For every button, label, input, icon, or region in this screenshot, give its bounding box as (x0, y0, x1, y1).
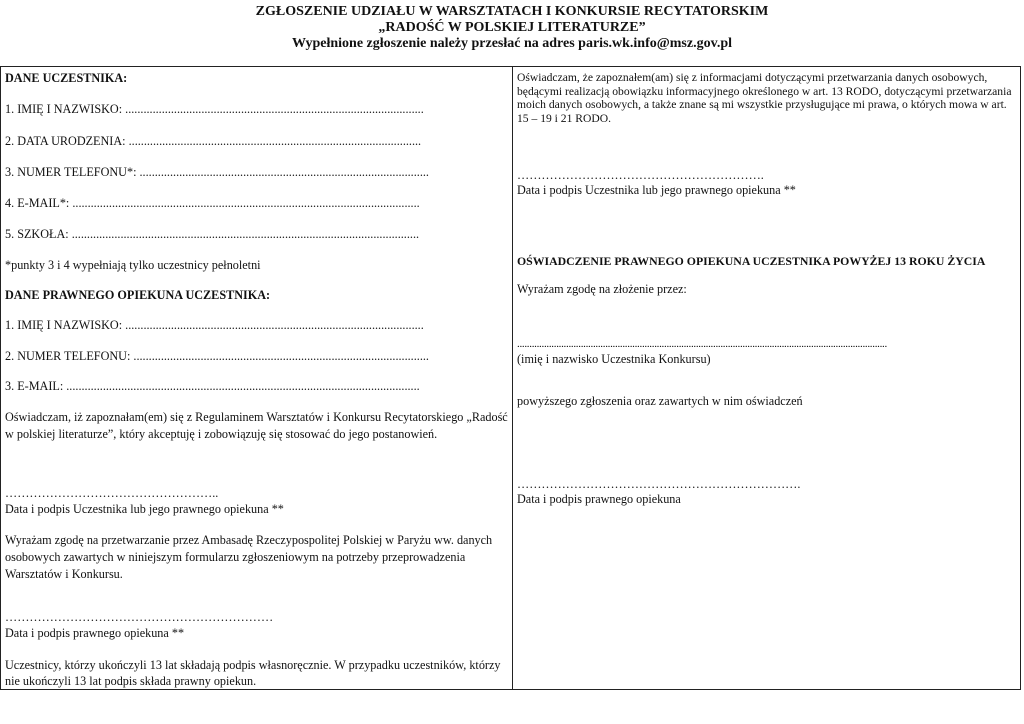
guardian-signature-label-right: Data i podpis prawnego opiekuna (517, 492, 681, 506)
consent-intro: Wyrażam zgodę na złożenie przez: (517, 282, 687, 296)
participant-birthdate-field[interactable]: 2. DATA URODZENIA: ................................................................................................ (5, 134, 422, 148)
guardian-name-field[interactable]: 1. IMIĘ I NAZWISKO: .................................................................................................. (5, 318, 424, 332)
column-divider (512, 66, 513, 690)
rodo-signature-label: Data i podpis Uczestnika lub jego prawnego opiekuna ** (517, 183, 796, 197)
form-header (0, 4, 1024, 52)
contest-name: „RADOŚĆ W POLSKIEJ LITERATURZE” (378, 20, 646, 35)
participant-signature-line[interactable]: …………………………………………….. (5, 486, 219, 500)
guardian-statement-heading: OŚWIADCZENIE PRAWNEGO OPIEKUNA UCZESTNIKA POWYŻEJ 13 ROKU ŻYCIA (517, 254, 986, 268)
rodo-signature-line[interactable]: ……………………………………………………. (517, 168, 764, 182)
data-processing-consent: Wyrażam zgodę na przetwarzanie przez Ambasadę Rzeczypospolitej Polskiej w Paryżu ww. danych osobowych zawartych w niniejszym formularzu zgłoszeniowym na potrzeby przeprowadzenia Warsztatów i Konkursu. (5, 533, 493, 581)
participant-email-field[interactable]: 4. E-MAIL*: .................................................................................................................. (5, 196, 420, 210)
signature-footnote: Uczestnicy, którzy ukończyli 13 lat składają podpis własnoręcznie. W przypadku uczestników, którzy nie ukończyli 13 lat podpis składa prawny opiekun. (5, 658, 501, 688)
participant-phone-field[interactable]: 3. NUMER TELEFONU*: ............................................................................................... (5, 165, 429, 179)
guardian-heading: DANE PRAWNEGO OPIEKUNA UCZESTNIKA: (5, 288, 271, 302)
guardian-signature-line[interactable]: ………………………………………………………… (5, 610, 274, 624)
participant-name-line[interactable]: ....................................................................................................................................................... (517, 338, 887, 350)
participant-signature-label: Data i podpis Uczestnika lub jego prawnego opiekuna ** (5, 502, 284, 516)
guardian-signature-label: Data i podpis prawnego opiekuna ** (5, 626, 185, 640)
form-frame (0, 66, 1021, 690)
consent-closing: powyższego zgłoszenia oraz zawartych w nim oświadczeń (517, 394, 803, 408)
participant-heading: DANE UCZESTNIKA: (5, 71, 128, 85)
submission-instruction: Wypełnione zgłoszenie należy przesłać na adres paris.wk.info@msz.gov.pl (291, 36, 732, 51)
participant-name-caption: (imię i nazwisko Uczestnika Konkursu) (517, 352, 711, 366)
rodo-declaration: Oświadczam, że zapoznałem(am) się z informacjami dotyczącymi przetwarzania danych osobowych, będącymi realizacją obowiązku informacyjnego określonego w art. 13 RODO, dotyczącymi przetwarzania moich danych osobowych, a także znane są mi wszystkie przysługujące mi prawa, o których mowa w art. 15 – 19 i 21 RODO. (517, 71, 1012, 125)
rules-declaration: Oświadczam, iż zapoznałam(em) się z Regulaminem Warsztatów i Konkursu Recytatorskiego „Radość w polskiej literaturze”, który akceptuję i zobowiązuję się stosować do jego postanowień. (5, 410, 508, 441)
participant-school-field[interactable]: 5. SZKOŁA: .................................................................................................................. (5, 227, 420, 241)
guardian-email-field[interactable]: 3. E-MAIL: .................................................................................................................... (5, 379, 420, 393)
participant-name-field[interactable]: 1. IMIĘ I NAZWISKO: .................................................................................................. (5, 102, 424, 116)
form-title: ZGŁOSZENIE UDZIAŁU W WARSZTATACH I KONKURSIE RECYTATORSKIM (255, 4, 769, 19)
guardian-signature-line-right[interactable]: ……………………………………………………………. (517, 477, 801, 491)
guardian-phone-field[interactable]: 2. NUMER TELEFONU: ................................................................................................. (5, 349, 429, 363)
optional-fields-note: *punkty 3 i 4 wypełniają tylko uczestnicy pełnoletni (5, 258, 261, 272)
